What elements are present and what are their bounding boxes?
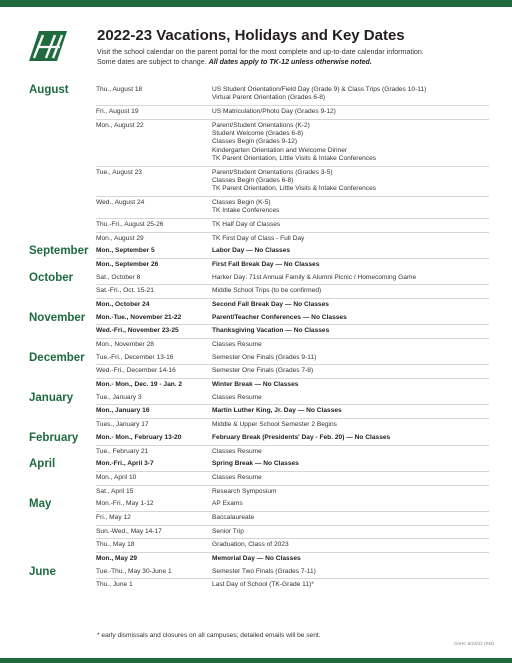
event-cell — [212, 199, 489, 216]
event-line: Kindergarten Orientation and Welcome Dinner — [212, 146, 348, 154]
month-name: January — [29, 391, 74, 404]
date-cell: Tue.-Thu., May 30-June 1 — [96, 567, 172, 575]
top-color-bar — [0, 0, 512, 7]
date-cell: Wed., August 24 — [96, 198, 145, 206]
event-line: AP Exams — [212, 500, 243, 508]
event-cell — [212, 514, 489, 522]
event-line: US Student Orientation/Field Day (Grade 9) & Class Trips (Grades 10-11) — [212, 86, 427, 93]
page-subtitle — [97, 47, 497, 67]
event-line: Second Fall Break Day — No Classes — [212, 300, 329, 308]
date-row — [96, 486, 489, 499]
date-row — [96, 299, 489, 312]
event-line: Classes Resume — [212, 473, 262, 481]
date-row — [96, 312, 489, 326]
month-section — [29, 566, 489, 592]
month-rows — [96, 432, 489, 458]
month-section — [29, 84, 489, 245]
event-line: February Break (Presidents' Day - Feb. 20) — No Classes — [212, 433, 391, 441]
month-rows — [96, 352, 489, 392]
date-row — [96, 272, 489, 286]
date-cell: Sat., October 8 — [96, 273, 141, 281]
date-cell: Tue., August 23 — [96, 168, 142, 176]
event-line: Spring Break — No Classes — [212, 460, 299, 468]
event-line: Harker Day: 71st Annual Family & Alumni Picnic / Homecoming Game — [212, 273, 417, 281]
event-cell — [212, 407, 489, 415]
month-section — [29, 392, 489, 432]
date-cell: Mon.- Mon., Dec. 19 - Jan. 2 — [96, 381, 183, 389]
event-line: Winter Break — No Classes — [212, 381, 299, 389]
event-cell — [212, 247, 489, 255]
page-title: 2022-23 Vacations, Holidays and Key Dates — [97, 27, 405, 44]
date-row — [96, 419, 489, 432]
event-line: Classes Resume — [212, 393, 262, 401]
calendar-list — [29, 84, 489, 592]
month-section — [29, 352, 489, 392]
event-cell — [212, 327, 489, 335]
event-line: Graduation, Class of 2023 — [212, 541, 289, 549]
month-rows — [96, 272, 489, 312]
date-row — [96, 579, 489, 592]
event-line: Parent/Teacher Conferences — No Classes — [212, 313, 347, 321]
date-row — [96, 458, 489, 472]
date-cell: Mon., September 26 — [96, 260, 159, 268]
event-line: Semester One Finals (Grades 7-8) — [212, 367, 314, 375]
date-cell: Wed.-Fri., December 14-16 — [96, 367, 176, 375]
event-cell — [212, 341, 489, 349]
event-line: TK Parent Orientation, Little Visits & Intake Conferences — [212, 185, 377, 193]
event-line: Parent/Student Orientations (K-2) — [212, 121, 310, 129]
date-row — [96, 197, 489, 219]
event-line: Last Day of School (TK-Grade 11)* — [212, 581, 314, 589]
date-cell: Mon., November 28 — [96, 341, 154, 348]
date-cell: Fri., August 19 — [96, 107, 139, 115]
month-name: August — [29, 84, 69, 96]
event-line: Thanksgiving Vacation — No Classes — [212, 327, 330, 335]
date-row — [96, 432, 489, 446]
month-section — [29, 312, 489, 352]
event-line: Semester Two Finals (Grades 7-11) — [212, 567, 316, 575]
date-row — [96, 472, 489, 486]
event-line: Classes Resume — [212, 447, 262, 455]
event-cell — [212, 528, 489, 536]
event-cell — [212, 421, 489, 429]
event-cell — [212, 500, 489, 508]
event-cell — [212, 287, 489, 295]
date-cell: Mon., October 24 — [96, 300, 150, 308]
date-row — [96, 325, 489, 339]
date-row — [96, 526, 489, 540]
footnote: * early dismissals and closures on all campuses; detailed emails will be sent. — [97, 632, 321, 639]
month-name: November — [29, 311, 86, 324]
event-line: Senior Trip — [212, 527, 244, 535]
month-rows — [96, 566, 489, 592]
month-section — [29, 432, 489, 458]
date-row — [96, 259, 489, 272]
event-line: Research Symposium — [212, 487, 277, 495]
event-line: US Matriculation/Photo Day (Grades 9-12) — [212, 107, 336, 115]
event-cell — [212, 261, 489, 269]
event-line: Parent/Student Orientations (Grades 3-5) — [212, 168, 333, 176]
month-section — [29, 458, 489, 498]
event-cell — [212, 367, 489, 375]
month-name: September — [29, 245, 89, 258]
date-cell: Mon., September 5 — [96, 247, 155, 255]
event-line: Martin Luther King, Jr. Day — No Classes — [212, 407, 342, 415]
month-rows — [96, 84, 489, 245]
date-cell: Mon., May 29 — [96, 555, 138, 562]
month-name: December — [29, 351, 85, 364]
event-line: First Fall Break Day — No Classes — [212, 260, 320, 268]
event-cell — [212, 488, 489, 496]
month-section — [29, 272, 489, 312]
event-cell — [212, 314, 489, 322]
event-cell — [212, 568, 489, 576]
date-row — [96, 498, 489, 512]
date-row — [96, 512, 489, 526]
date-row — [96, 84, 489, 106]
subtitle-line-1: Visit the school calendar on the parent portal for the most complete and up-to-date calendar information. — [97, 48, 424, 56]
date-row — [96, 285, 489, 299]
month-name: June — [29, 565, 56, 578]
event-cell — [212, 235, 489, 243]
date-cell: Mon.- Mon., February 13-20 — [96, 433, 182, 441]
event-line: Classes Resume — [212, 341, 262, 348]
date-cell: Sat., April 15 — [96, 487, 134, 495]
event-cell — [212, 108, 489, 116]
bottom-color-bar — [0, 658, 512, 663]
event-cell — [212, 86, 489, 103]
date-row — [96, 405, 489, 419]
event-line: TK Intake Conferences — [212, 207, 280, 215]
date-row — [96, 167, 489, 197]
month-name: February — [29, 431, 79, 444]
date-cell: Mon., August 29 — [96, 234, 144, 242]
month-name: May — [29, 498, 52, 511]
month-name: October — [29, 271, 74, 284]
date-row — [96, 553, 489, 566]
month-rows — [96, 458, 489, 498]
date-row — [96, 446, 489, 459]
date-cell: Mon., August 22 — [96, 121, 144, 129]
date-row — [96, 233, 489, 246]
date-cell: Thu., June 1 — [96, 581, 133, 589]
date-row — [96, 106, 489, 120]
date-cell: Thu.-Fri., August 25-26 — [96, 220, 164, 228]
event-line: Semester One Finals (Grades 9-11) — [212, 353, 317, 361]
event-line: TK Half Day of Classes — [212, 220, 281, 228]
month-rows — [96, 392, 489, 432]
event-cell — [212, 301, 489, 309]
date-row — [96, 566, 489, 580]
date-cell: Mon.-Fri., April 3-7 — [96, 460, 154, 468]
date-row — [96, 539, 489, 553]
event-line: Middle School Trips (to be confirmed) — [212, 287, 322, 295]
event-cell — [212, 434, 489, 442]
month-rows — [96, 312, 489, 352]
event-cell — [212, 555, 489, 563]
date-row — [96, 120, 489, 167]
event-line: Baccalaureate — [212, 513, 255, 521]
date-row — [96, 245, 489, 259]
event-cell — [212, 381, 489, 389]
subtitle-line-2: Some dates are subject to change. — [97, 58, 207, 66]
harker-logo-icon — [26, 28, 70, 64]
date-row — [96, 219, 489, 233]
event-cell — [212, 394, 489, 402]
month-section — [29, 245, 489, 271]
event-cell — [212, 354, 489, 362]
event-line: Classes Begin (Grades 9-12) — [212, 138, 298, 146]
date-cell: Mon.-Fri., May 1-12 — [96, 500, 154, 508]
event-cell — [212, 274, 489, 282]
event-line: Memorial Day — No Classes — [212, 555, 301, 562]
event-cell — [212, 460, 489, 468]
date-cell: Mon., April 10 — [96, 473, 137, 481]
date-cell: Thu., August 18 — [96, 86, 143, 93]
date-cell: Mon.-Tue., November 21-22 — [96, 313, 182, 321]
event-cell — [212, 169, 489, 194]
date-row — [96, 392, 489, 406]
event-line: Virtual Parent Orientation (Grades 6-8) — [212, 94, 326, 102]
month-rows — [96, 245, 489, 271]
date-cell: Tue., January 3 — [96, 393, 142, 401]
event-line: TK Parent Orientation, Little Visits & Intake Conferences — [212, 154, 377, 162]
date-row — [96, 339, 489, 352]
date-row — [96, 379, 489, 392]
event-line: TK First Day of Class - Full Day — [212, 234, 305, 242]
date-row — [96, 365, 489, 379]
event-cell — [212, 448, 489, 456]
date-cell: Tue., February 21 — [96, 447, 149, 455]
event-line: Classes Begin (K-5) — [212, 198, 271, 206]
date-cell: Wed.-Fri., November 23-25 — [96, 327, 179, 335]
month-section — [29, 498, 489, 565]
subtitle-note: All dates apply to TK-12 unless otherwise noted. — [208, 58, 372, 66]
revision-stamp: OoHC 8/23/22 (RM) — [453, 641, 494, 646]
event-line: Classes Begin (Grades 6-8) — [212, 176, 294, 184]
date-cell: Mon., January 16 — [96, 407, 150, 415]
date-cell: Thu., May 18 — [96, 541, 135, 549]
event-line: Middle & Upper School Semester 2 Begins — [212, 421, 337, 429]
month-rows — [96, 498, 489, 565]
event-cell — [212, 541, 489, 549]
date-cell: Sat.-Fri., Oct. 15-21 — [96, 287, 154, 295]
event-line: Labor Day — No Classes — [212, 247, 291, 255]
date-row — [96, 352, 489, 366]
month-name: April — [29, 458, 56, 471]
date-cell: Tue.-Fri., December 13-16 — [96, 353, 174, 361]
event-cell — [212, 122, 489, 163]
date-cell: Fri., May 12 — [96, 513, 131, 521]
date-cell: Sun.-Wed., May 14-17 — [96, 527, 162, 535]
date-cell: Tues., January 17 — [96, 421, 149, 429]
event-cell — [212, 581, 489, 589]
event-cell — [212, 474, 489, 482]
event-line: Student Welcome (Grades 6-8) — [212, 129, 304, 137]
event-cell — [212, 221, 489, 229]
